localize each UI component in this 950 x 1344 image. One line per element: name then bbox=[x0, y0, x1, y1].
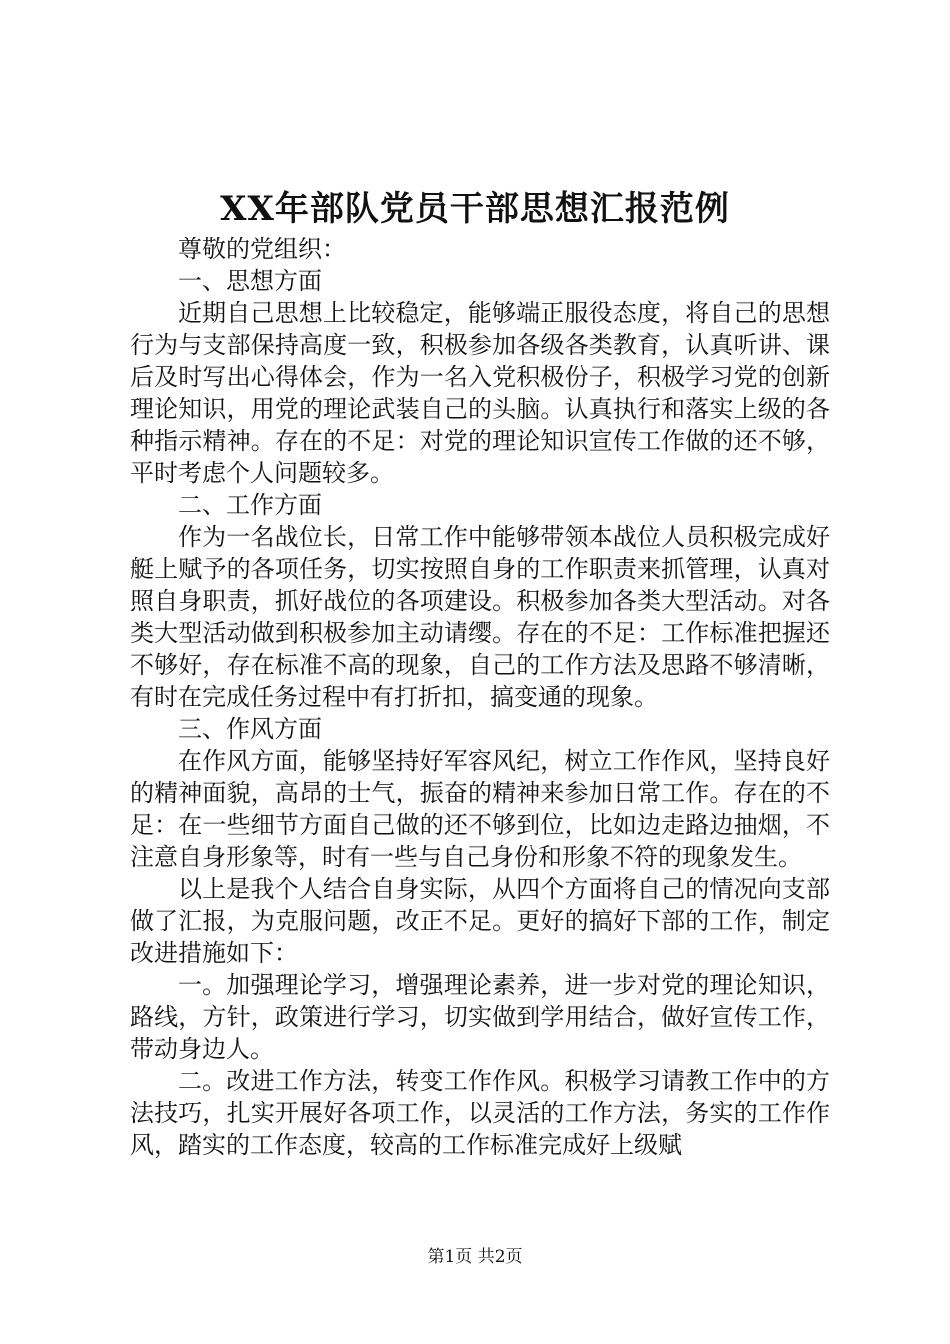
section-heading-work: 二、工作方面 bbox=[178, 491, 322, 519]
paragraph-summary: 以上是我个人结合自身实际，从四个方面将自己的情况向支部做了汇报，为克服问题，改正不足。更好的搞好下部的工作，制定改进措施如下： bbox=[130, 875, 830, 967]
section-heading-style: 三、作风方面 bbox=[178, 715, 322, 743]
measure-item-1: 一。加强理论学习，增强理论素养，进一步对党的理论知识，路线，方针，政策进行学习，切实做到学用结合，做好宣传工作，带动身边人。 bbox=[130, 971, 830, 1063]
page-number: 第1页 共2页 bbox=[427, 1247, 523, 1267]
paragraph-style: 在作风方面，能够坚持好军容风纪，树立工作作风，坚持良好的精神面貌，高昂的士气，振奋的精神来参加日常工作。存在的不足：在一些细节方面自己做的还不够到位，比如边走路边抽烟，不注意自身形象等，时有一些与自己身份和形象不符的现象发生。 bbox=[130, 747, 830, 871]
paragraph-work: 作为一名战位长，日常工作中能够带领本战位人员积极完成好艇上赋予的各项任务，切实按照自身的工作职责来抓管理，认真对照自身职责，抓好战位的各项建设。积极参加各类大型活动。对各类大型活动做到积极参加主动请缨。存在的不足：工作标准把握还不够好，存在标准不高的现象，自己的工作方法及思路不够清晰，有时在完成任务过程中有打折扣，搞变通的现象。 bbox=[130, 523, 830, 711]
section-heading-thought: 一、思想方面 bbox=[178, 267, 322, 295]
paragraph-thought: 近期自己思想上比较稳定，能够端正服役态度，将自己的思想行为与支部保持高度一致，积极参加各级各类教育，认真听讲、课后及时写出心得体会，作为一名入党积极份子，积极学习党的创新理论知识，用党的理论武装自己的头脑。认真执行和落实上级的各种指示精神。存在的不足：对党的理论知识宣传工作做的还不够，平时考虑个人问题较多。 bbox=[130, 299, 830, 487]
document-title: XX年部队党员干部思想汇报范例 bbox=[220, 189, 730, 229]
salutation: 尊敬的党组织： bbox=[178, 235, 346, 263]
document-body bbox=[130, 233, 830, 1161]
measure-item-2: 二。改进工作方法，转变工作作风。积极学习请教工作中的方法技巧，扎实开展好各项工作，以灵活的工作方法，务实的工作作风，踏实的工作态度，较高的工作标准完成好上级赋 bbox=[130, 1067, 830, 1159]
